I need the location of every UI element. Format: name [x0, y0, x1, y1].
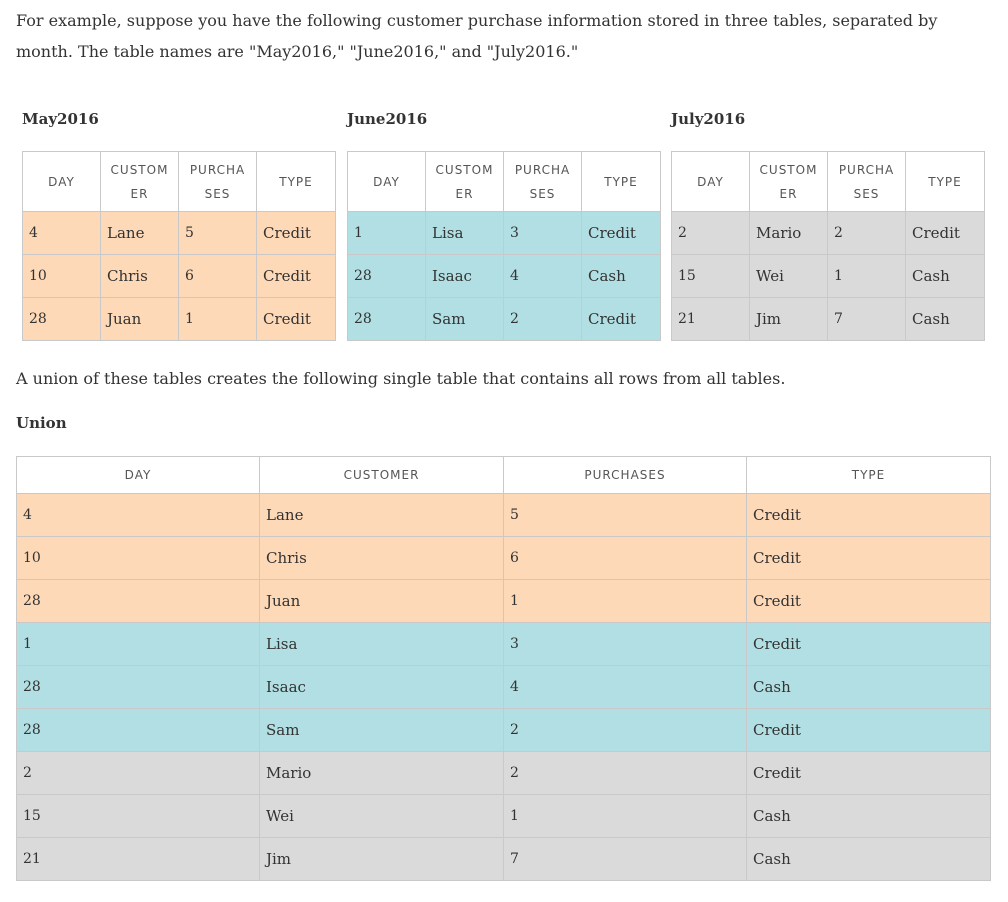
- cell-purchases: 2: [828, 212, 906, 255]
- header-row: [17, 457, 991, 494]
- table-row: [17, 580, 991, 623]
- header-row: [672, 152, 985, 212]
- table-row: [23, 255, 336, 298]
- cell-day: 28: [23, 298, 101, 341]
- cell-purchases: 1: [504, 580, 747, 623]
- cell-type: Cash: [747, 666, 991, 709]
- cell-day: 28: [348, 298, 426, 341]
- cell-customer: Jim: [260, 838, 504, 881]
- june2016-table: [347, 151, 661, 341]
- cell-day: 2: [17, 752, 260, 795]
- cell-customer: Sam: [426, 298, 504, 341]
- header-day: DAY: [17, 457, 260, 494]
- header-day: DAY: [672, 152, 750, 212]
- cell-day: 28: [17, 709, 260, 752]
- cell-purchases: 6: [504, 537, 747, 580]
- cell-purchases: 2: [504, 298, 582, 341]
- cell-day: 15: [17, 795, 260, 838]
- table-row: [672, 212, 985, 255]
- cell-customer: Sam: [260, 709, 504, 752]
- cell-customer: Mario: [260, 752, 504, 795]
- cell-customer: Lane: [260, 494, 504, 537]
- table-row: [17, 838, 991, 881]
- cell-day: 2: [672, 212, 750, 255]
- cell-type: Credit: [747, 537, 991, 580]
- table-row: [348, 212, 661, 255]
- table-row: [23, 298, 336, 341]
- cell-day: 28: [17, 580, 260, 623]
- table-row: [672, 255, 985, 298]
- cell-type: Credit: [747, 580, 991, 623]
- table-row: [17, 709, 991, 752]
- header-purchases: PURCHA SES: [179, 152, 257, 212]
- may2016-table: [22, 151, 336, 341]
- cell-day: 1: [17, 623, 260, 666]
- cell-day: 15: [672, 255, 750, 298]
- header-type: TYPE: [257, 152, 336, 212]
- cell-type: Credit: [747, 709, 991, 752]
- july2016-table: [671, 151, 985, 341]
- header-type: TYPE: [582, 152, 661, 212]
- union-table: [16, 456, 991, 881]
- header-purchases: PURCHA SES: [504, 152, 582, 212]
- cell-customer: Lane: [101, 212, 179, 255]
- cell-day: 10: [23, 255, 101, 298]
- table-row: [348, 298, 661, 341]
- cell-customer: Lisa: [260, 623, 504, 666]
- header-customer: CUSTOM ER: [750, 152, 828, 212]
- cell-customer: Mario: [750, 212, 828, 255]
- cell-customer: Isaac: [260, 666, 504, 709]
- cell-type: Cash: [906, 298, 985, 341]
- cell-purchases: 4: [504, 255, 582, 298]
- cell-type: Credit: [747, 494, 991, 537]
- cell-type: Credit: [582, 298, 661, 341]
- cell-type: Credit: [257, 298, 336, 341]
- union-paragraph: A union of these tables creates the following single table that contains all rows from all tables.: [16, 369, 786, 388]
- cell-day: 21: [17, 838, 260, 881]
- cell-customer: Juan: [260, 580, 504, 623]
- cell-day: 10: [17, 537, 260, 580]
- cell-type: Cash: [906, 255, 985, 298]
- cell-type: Credit: [582, 212, 661, 255]
- cell-customer: Wei: [750, 255, 828, 298]
- june2016-title: June2016: [347, 110, 428, 128]
- header-day: DAY: [348, 152, 426, 212]
- cell-purchases: 2: [504, 752, 747, 795]
- table-row: [17, 752, 991, 795]
- cell-type: Credit: [257, 212, 336, 255]
- cell-day: 28: [17, 666, 260, 709]
- cell-purchases: 5: [504, 494, 747, 537]
- cell-type: Credit: [747, 752, 991, 795]
- cell-day: 21: [672, 298, 750, 341]
- union-title: Union: [16, 414, 67, 432]
- header-purchases: PURCHA SES: [828, 152, 906, 212]
- cell-customer: Juan: [101, 298, 179, 341]
- cell-day: 1: [348, 212, 426, 255]
- table-row: [17, 623, 991, 666]
- cell-purchases: 7: [828, 298, 906, 341]
- table-row: [17, 537, 991, 580]
- header-type: TYPE: [906, 152, 985, 212]
- cell-purchases: 1: [504, 795, 747, 838]
- cell-customer: Chris: [260, 537, 504, 580]
- cell-purchases: 1: [828, 255, 906, 298]
- header-customer: CUSTOM ER: [101, 152, 179, 212]
- cell-customer: Jim: [750, 298, 828, 341]
- cell-type: Cash: [582, 255, 661, 298]
- cell-type: Cash: [747, 795, 991, 838]
- july2016-title: July2016: [671, 110, 746, 128]
- cell-type: Credit: [257, 255, 336, 298]
- table-row: [17, 795, 991, 838]
- cell-type: Credit: [906, 212, 985, 255]
- cell-day: 28: [348, 255, 426, 298]
- header-row: [348, 152, 661, 212]
- header-purchases: PURCHASES: [504, 457, 747, 494]
- cell-purchases: 4: [504, 666, 747, 709]
- table-row: [17, 666, 991, 709]
- table-row: [672, 298, 985, 341]
- table-row: [23, 212, 336, 255]
- cell-purchases: 6: [179, 255, 257, 298]
- may2016-title: May2016: [22, 110, 99, 128]
- cell-type: Credit: [747, 623, 991, 666]
- cell-customer: Lisa: [426, 212, 504, 255]
- header-customer: CUSTOM ER: [426, 152, 504, 212]
- header-row: [23, 152, 336, 212]
- cell-customer: Wei: [260, 795, 504, 838]
- header-customer: CUSTOMER: [260, 457, 504, 494]
- cell-purchases: 2: [504, 709, 747, 752]
- cell-type: Cash: [747, 838, 991, 881]
- table-row: [348, 255, 661, 298]
- cell-day: 4: [23, 212, 101, 255]
- cell-day: 4: [17, 494, 260, 537]
- cell-customer: Isaac: [426, 255, 504, 298]
- cell-purchases: 3: [504, 212, 582, 255]
- cell-customer: Chris: [101, 255, 179, 298]
- table-row: [17, 494, 991, 537]
- header-day: DAY: [23, 152, 101, 212]
- cell-purchases: 7: [504, 838, 747, 881]
- cell-purchases: 1: [179, 298, 257, 341]
- cell-purchases: 3: [504, 623, 747, 666]
- intro-paragraph: For example, suppose you have the following customer purchase information stored in three tables, separated by month. The table names are "May2016," "June2016," and "July2016.": [16, 11, 938, 61]
- header-type: TYPE: [747, 457, 991, 494]
- cell-purchases: 5: [179, 212, 257, 255]
